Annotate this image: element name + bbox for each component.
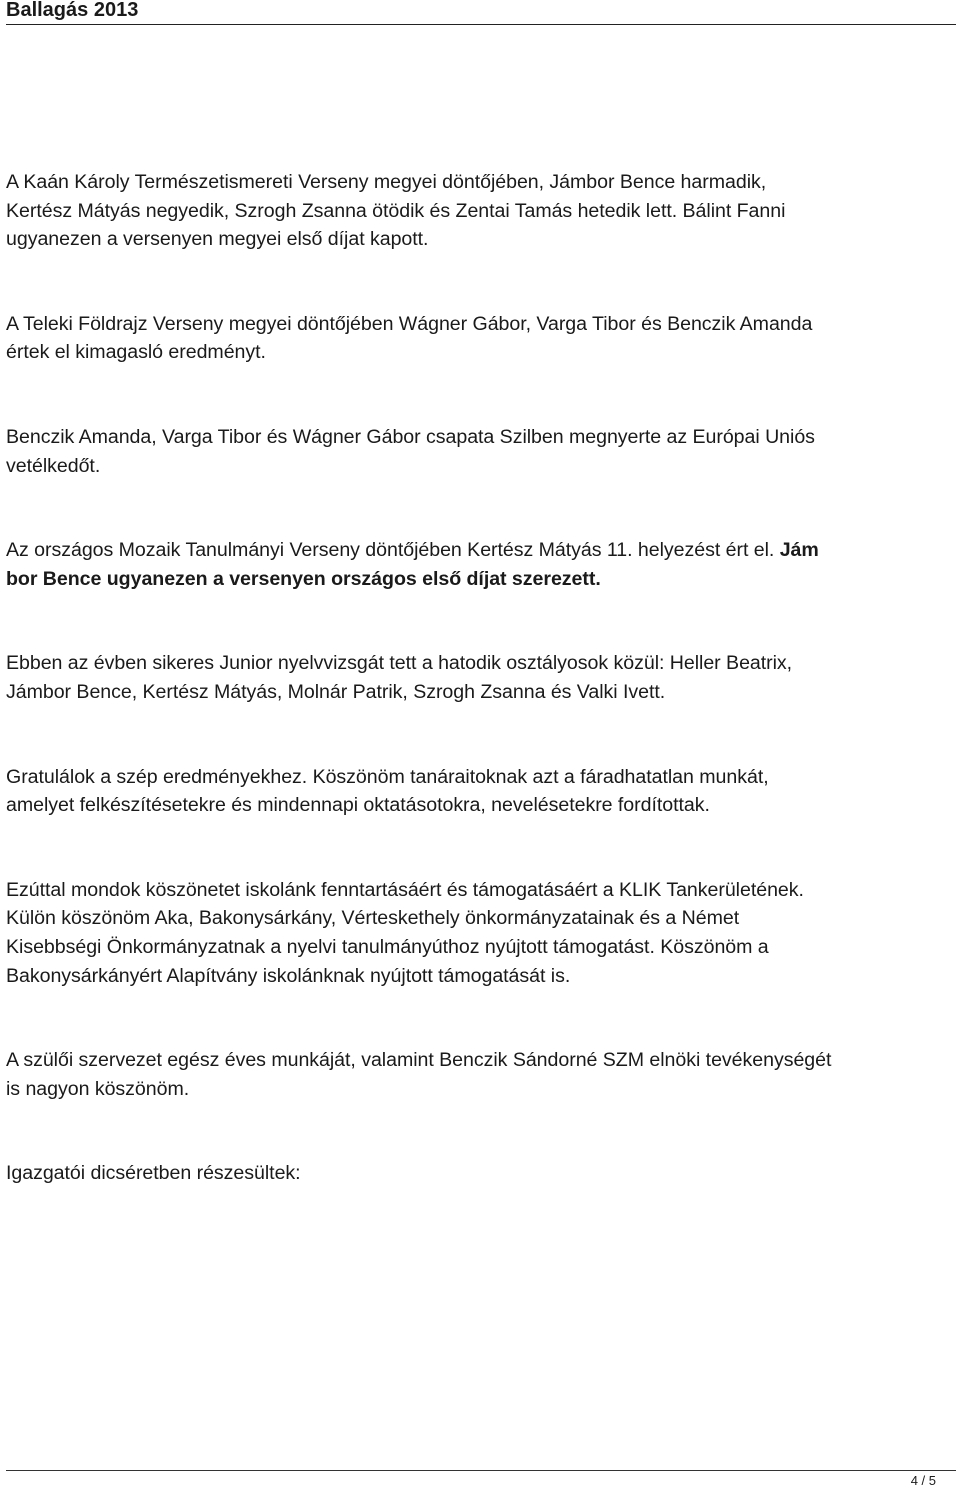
paragraph-igazgatoi-dicseret: Igazgatói dicséretben részesültek: [6,1162,301,1185]
paragraph-teleki-foldrajz: A Teleki Földrajz Verseny megyei döntőjében Wágner Gábor, Varga Tibor és Benczik Amanda értek el kimagasló eredményt. [6,312,813,364]
paragraph-mozaik-bold: Jám bor Bence ugyanezen a versenyen országos első díjat szerezett. [6,539,819,590]
paragraph-gratulacio: Gratulálok a szép eredményekhez. Köszönöm tanáraitoknak azt a fáradhatatlan munkát, amelyet felkészítésetekre és mindennapi oktatásotokra, nevelésetekre fordítottak. [6,765,769,817]
page-footer [6,1470,956,1488]
paragraph-kaan-karoly: A Kaán Károly Természetismereti Verseny megyei döntőjében, Jámbor Bence harmadik, Kertész Mátyás negyedik, Szrogh Zsanna ötödik és Zentai Tamás hetedik lett. Bálint Fanni ugyanezen a versenyen megyei első díjat kapott. [6,171,786,251]
paragraph-junior-nyelvvizsga: Ebben az évben sikeres Junior nyelvvizsgát tett a hatodik osztályosok közül: Heller Beatrix, Jámbor Bence, Kertész Mátyás, Molnár Patrik, Szrogh Zsanna és Valki Ivett. [6,652,793,703]
paragraph-koszonet-klik: Ezúttal mondok köszönetet iskolánk fenntartásáért és támogatásáért a KLIK Tankerületének. Külön köszönöm Aka, Bakonysárkány, Vérteskethely önkormányzatainak és a Német Kisebbségi Önkormányzatnak a nyelvi tanulmányúthoz nyújtott támogatást. Köszönöm a Bakonysárkányért Alapítvány iskolánknak nyújtott támogatását is. [6,878,804,987]
page-number: 4 / 5 [910,1473,936,1488]
document-body [6,168,958,1188]
document-title: Ballagás 2013 [6,0,139,21]
paragraph-mozaik-verseny [6,536,958,593]
paragraph-europai-unios: Benczik Amanda, Varga Tibor és Wágner Gábor csapata Szilben megnyerte az Európai Uniós vetélkedőt. [6,425,815,477]
paragraph-szuloi-szervezet: A szülői szervezet egész éves munkáját, valamint Benczik Sándorné SZM elnöki tevékenységét is nagyon köszönöm. [6,1049,832,1100]
page-header [6,0,956,25]
paragraph-mozaik-normal: Az országos Mozaik Tanulmányi Verseny döntőjében Kertész Mátyás 11. helyezést ért el. [6,539,780,562]
